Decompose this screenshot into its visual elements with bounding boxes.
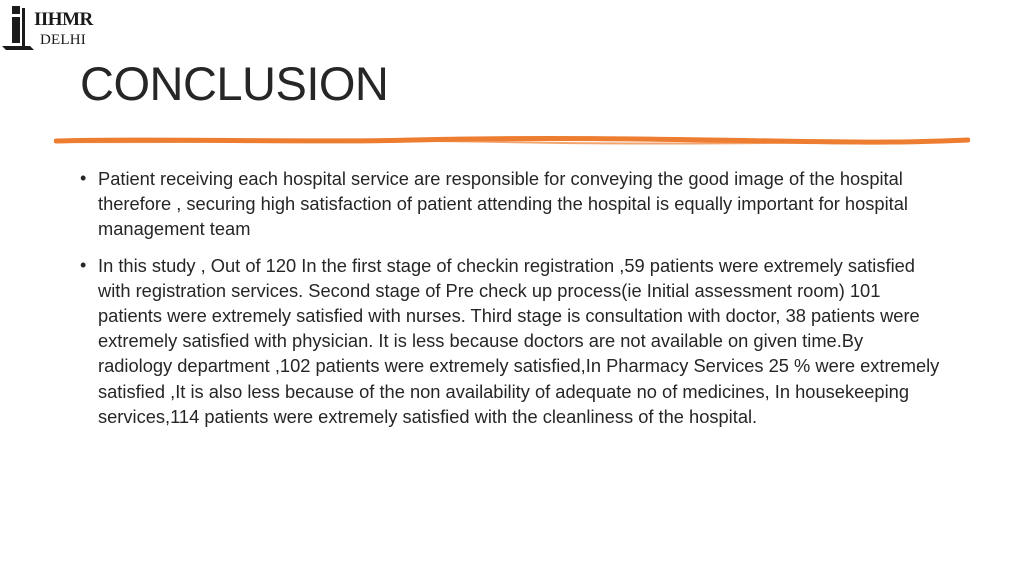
list-item [80,253,940,429]
logo-name-top: IIHMR [34,9,93,30]
list-item [80,166,940,242]
logo-name-bottom: DELHI [40,32,86,48]
conclusion-bullets [80,166,940,440]
bullet-text: In this study , Out of 120 In the first stage of checkin registration ,59 patients were extremely satisfied with registration services. Second stage of Pre check up process(ie Initial assessment room) 101 patients were extremely satisfied with nurses. Third stage is consultation with doctor, 38 patients were extremely satisfied with physician. It is less because doctors are not available on given time.By radiology department ,102 patients were extremely satisfied,In Pharmacy Services 25 % were extremely satisfied ,It is also less because of the non availability of adequate no of medicines, In housekeeping services,114 patients were extremely satisfied with the cleanliness of the hospital. [98,254,940,427]
bullet-icon: • [80,254,87,275]
slide-title: CONCLUSION [80,57,389,110]
bullet-text: Patient receiving each hospital service are responsible for conveying the good image of the hospital therefore , securing high satisfaction of patient attending the hospital is equally important for hospital management team [98,168,908,240]
title-divider [54,134,970,148]
iihmr-logo [0,2,96,54]
bullet-icon: • [80,168,87,188]
